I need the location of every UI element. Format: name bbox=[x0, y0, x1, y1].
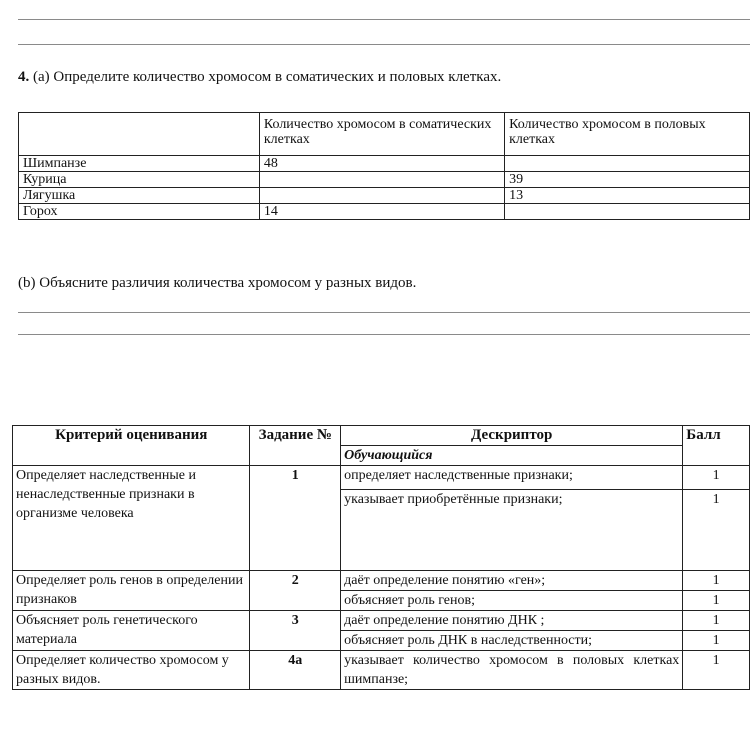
task-number-cell: 2 bbox=[250, 571, 341, 611]
task-number-cell: 3 bbox=[250, 611, 341, 651]
table-row bbox=[19, 204, 750, 220]
table-row bbox=[19, 156, 750, 172]
somatic-answer-cell[interactable]: 14 bbox=[259, 204, 504, 220]
sex-answer-cell[interactable] bbox=[505, 156, 750, 172]
answer-line bbox=[18, 19, 750, 20]
somatic-answer-cell[interactable]: 48 bbox=[259, 156, 504, 172]
header-descriptor: Дескриптор bbox=[341, 426, 683, 446]
descriptor-cell: даёт определение понятию ДНК ; bbox=[341, 611, 683, 631]
score-cell: 1 bbox=[683, 571, 750, 591]
table-row bbox=[13, 611, 750, 631]
sex-answer-cell[interactable] bbox=[505, 204, 750, 220]
criteria-header-row bbox=[13, 426, 750, 446]
descriptor-cell: объясняет роль ДНК в наследственности; bbox=[341, 631, 683, 651]
table-header-row bbox=[19, 113, 750, 156]
criterion-cell: Объясняет роль генетического материала bbox=[13, 611, 250, 651]
answer-line bbox=[18, 44, 750, 45]
question-prompt: (a) Определите количество хромосом в соматических и половых клетках. bbox=[29, 69, 502, 85]
chromosome-table bbox=[18, 112, 750, 220]
task-number-cell: 4а bbox=[250, 651, 341, 690]
descriptor-cell: указывает количество хромосом в половых клетках шимпанзе; bbox=[341, 651, 683, 690]
descriptor-cell: объясняет роль генов; bbox=[341, 591, 683, 611]
score-cell: 1 bbox=[683, 631, 750, 651]
answer-line bbox=[18, 334, 750, 335]
header-cell-sex: Количество хромосом в половых клетках bbox=[505, 113, 750, 156]
score-cell: 1 bbox=[683, 611, 750, 631]
species-cell: Лягушка bbox=[19, 188, 260, 204]
table-row bbox=[19, 188, 750, 204]
header-cell-empty bbox=[19, 113, 260, 156]
answer-line bbox=[18, 312, 750, 313]
header-learner: Обучающийся bbox=[341, 446, 683, 466]
question-number: 4. bbox=[18, 69, 30, 85]
score-cell: 1 bbox=[683, 591, 750, 611]
criterion-cell: Определяет наследственные и ненаследственные признаки в организме человека bbox=[13, 466, 250, 571]
table-row bbox=[13, 466, 750, 490]
score-cell: 1 bbox=[683, 466, 750, 490]
score-cell: 1 bbox=[683, 651, 750, 690]
header-cell-somatic: Количество хромосом в соматических клетках bbox=[259, 113, 504, 156]
sex-answer-cell[interactable]: 13 bbox=[505, 188, 750, 204]
criterion-cell: Определяет роль генов в определении признаков bbox=[13, 571, 250, 611]
species-cell: Шимпанзе bbox=[19, 156, 260, 172]
header-task: Задание № bbox=[250, 426, 341, 466]
descriptor-cell: даёт определение понятию «ген»; bbox=[341, 571, 683, 591]
criteria-table bbox=[12, 425, 750, 690]
table-row bbox=[13, 651, 750, 690]
table-row bbox=[13, 571, 750, 591]
descriptor-cell: указывает приобретённые признаки; bbox=[341, 490, 683, 571]
somatic-answer-cell[interactable] bbox=[259, 172, 504, 188]
species-cell: Горох bbox=[19, 204, 260, 220]
task-number-cell: 1 bbox=[250, 466, 341, 571]
criterion-cell: Определяет количество хромосом у разных видов. bbox=[13, 651, 250, 690]
species-cell: Курица bbox=[19, 172, 260, 188]
somatic-answer-cell[interactable] bbox=[259, 188, 504, 204]
descriptor-cell: определяет наследственные признаки; bbox=[341, 466, 683, 490]
sex-answer-cell[interactable]: 39 bbox=[505, 172, 750, 188]
header-criterion: Критерий оценивания bbox=[13, 426, 250, 466]
question-4b-text: (b) Объясните различия количества хромосом у разных видов. bbox=[18, 275, 417, 291]
table-row bbox=[19, 172, 750, 188]
header-score: Балл bbox=[683, 426, 750, 466]
question-4-text bbox=[18, 69, 501, 86]
score-cell: 1 bbox=[683, 490, 750, 571]
